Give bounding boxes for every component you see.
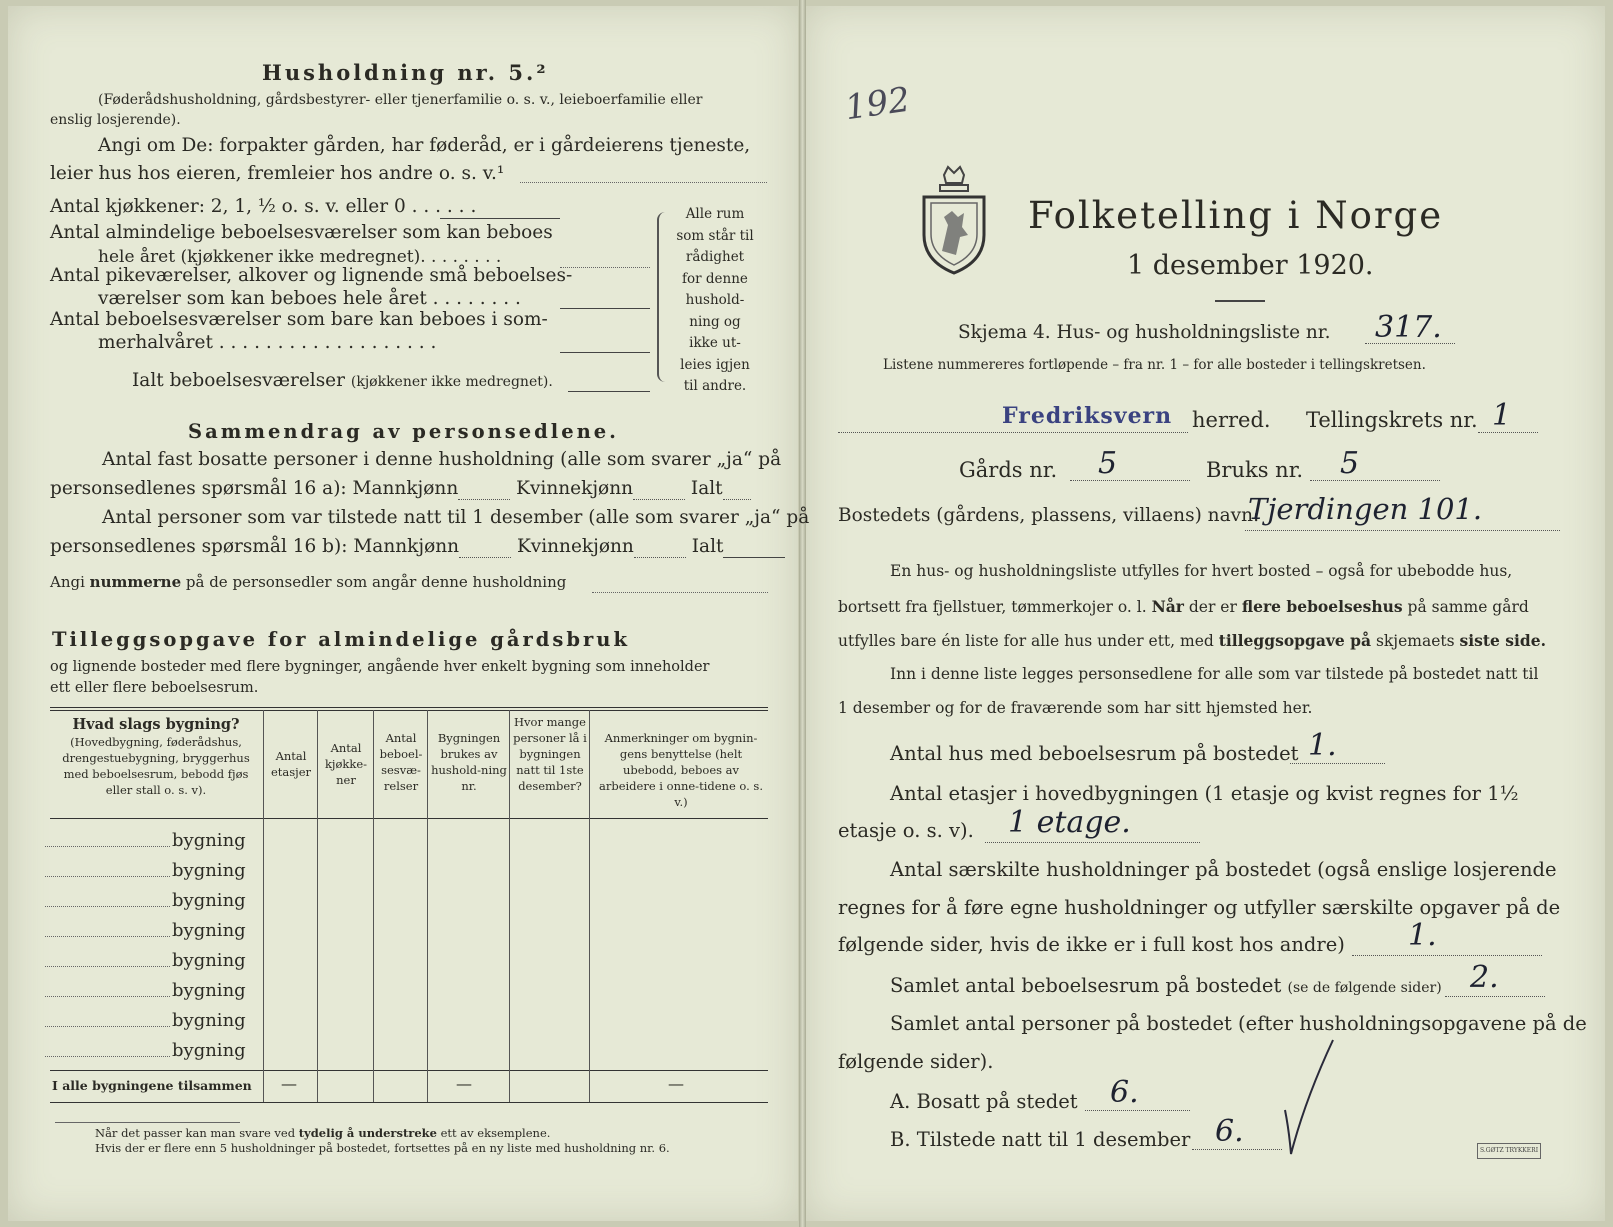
husholdn-line-3: følgende sider, hvis de ikke er i full kost hos andre) [838,933,1345,956]
bosatt-label: A. Bosatt på stedet [890,1090,1078,1113]
brace-note-line: til andre. [683,378,747,394]
bosatt-value: 6. [1110,1075,1139,1110]
table-top-rule [50,707,768,708]
s1-kvinne-label: Kvinnekjønn [516,478,634,499]
angi-nummer-field [592,592,768,593]
tellingskrets-line [1478,432,1538,433]
table-total-rule [50,1070,768,1071]
bosted-line [1245,530,1560,531]
bosted-name: Tjerdingen 101. [1248,492,1483,526]
row-name-field [45,846,170,847]
kjokkener-line [440,218,560,219]
bosted-label: Bostedets (gårdens, plassens, villaens) navn: [838,505,1260,526]
row-label: bygning [172,1040,246,1061]
hus-label: Antal hus med beboelsesrum på bostedet [890,742,1299,765]
printer-stamp: S.GØTZ TRYKKERI [1477,1143,1541,1159]
para1-l2b: Når [1151,597,1184,616]
brace-note-line: ikke ut- [689,335,741,351]
gards-line [1070,480,1190,481]
row-name-field [45,936,170,937]
samlet-rum-line [890,974,1442,997]
coat-of-arms-icon [918,165,990,277]
tillegg-sub-1: og lignende bosteder med flere bygninger, angående hver enkelt bygning som inneholder [50,659,710,675]
para1-line-2 [838,597,1529,616]
total-dash: — [456,1074,472,1093]
table-total-label: I alle bygningene tilsammen [52,1078,252,1093]
etasjer-line-1: Antal etasjer i hovedbygningen (1 etasje og kvist regnes for 1½ [890,782,1519,805]
table-top-rule-2 [50,710,768,711]
alm-line-2: hele året (kjøkkener ikke medregnet). . . . . . . . [98,247,502,267]
brace-note [675,204,755,398]
table-header-building [52,716,260,798]
table-header-kjokkener: Antal kjøkke-ner [324,741,368,787]
table-header-rule [50,818,768,819]
row-label: bygning [172,1010,246,1031]
brace-note-line: Alle rum [685,206,745,222]
household-note-2: enslig losjerende). [50,112,181,128]
samlet-pers-line-2: følgende sider). [838,1050,994,1073]
row-label: bygning [172,920,246,941]
row-label: bygning [172,890,246,911]
bosatt-field-line [1085,1110,1190,1111]
brace-note-line: ning og [689,313,741,330]
angi-nummer-line [50,573,566,591]
table-col-divider [589,710,590,1102]
para2-line-1: Inn i denne liste legges personsedlene for alle som var tilstede på bostedet natt til [890,665,1539,683]
listene-note: Listene nummereres fortløpende – fra nr. 1 – for alle bosteder i tellingskretsen. [883,357,1426,373]
tellingskrets-label: Tellingskrets nr. [1306,408,1478,432]
s2-line-1: Antal personer som var tilstede natt til 1 desember (alle som svarer „ja“ på [102,507,810,528]
brace [657,212,669,382]
checkmark-icon [1275,1030,1345,1160]
husholdn-line-2: regnes for å føre egne husholdninger og utfyller særskilte opgaver på de [838,896,1561,919]
samlet-rum-label: Samlet antal beboelsesrum på bostedet [890,974,1282,997]
skjema-nr-line [1365,343,1455,344]
table-col-divider [509,710,510,1102]
para1-l3d: siste side. [1459,631,1546,650]
husholdn-field-line [1352,955,1542,956]
s1-ialt-label: Ialt [690,478,723,499]
row-name-field [45,906,170,907]
para2-line-2: 1 desember og for de fraværende som har sitt hjemsted her. [838,699,1313,717]
s1-line-1: Antal fast bosatte personer i denne husholdning (alle som svarer „ja“ på [102,449,782,470]
table-header-husholdning: Bygningen brukes av hushold-ning nr. [431,731,507,793]
row-label: bygning [172,830,246,851]
samlet-rum-note: (se de følgende sider) [1287,980,1442,996]
s1-mann-label: personsedlenes spørsmål 16 a): Mannkjønn [50,478,459,499]
row-label: bygning [172,950,246,971]
para1-l3b: tilleggsopgave på [1218,631,1372,650]
brace-note-line: for denne [682,270,748,287]
para1-l3a: utfylles bare én liste for alle hus under ett, med [838,632,1219,650]
angi-line-1: Angi om De: forpakter gården, har føderåd, er i gårdeierens tjeneste, [98,135,751,156]
para1-l2a: bortsett fra fjellstuer, tømmerkojer o. l. [838,598,1152,616]
row-name-field [45,966,170,967]
row-name-field [45,1056,170,1057]
s1-mann-field [458,478,510,500]
samlet-pers-line-1: Samlet antal personer på bostedet (efter husholdningsopgavene på de [890,1012,1587,1035]
bruks-label: Bruks nr. [1206,458,1304,482]
para1-l2c: der er [1183,598,1242,616]
hus-value: 1. [1308,728,1337,763]
footnote-1-c: ett av eksemplene. [436,1126,551,1140]
page-fold [799,0,806,1227]
samlet-rum-value: 2. [1470,960,1499,995]
angi-nummer-a: Angi [50,573,90,591]
title-divider [1215,300,1265,302]
total-dash: — [668,1074,684,1093]
herred-label: herred. [1192,408,1271,432]
row-name-field [45,876,170,877]
bruks-nr: 5 [1340,446,1360,481]
ialt-line [568,391,650,392]
row-name-field [45,1026,170,1027]
s2-ialt-label: Ialt [691,536,724,557]
tilstede-value: 6. [1215,1114,1244,1149]
s2-kvinne-field [634,536,686,558]
para1-l3c: skjemaets [1371,632,1460,650]
household-note: (Føderådshusholdning, gårdsbestyrer- eller tjenerfamilie o. s. v., leieboerfamilie eller [98,92,703,108]
para1-l2d: flere beboelseshus [1241,597,1403,616]
skjema-line: Skjema 4. Hus- og husholdningsliste nr. [958,322,1331,343]
table-header-anmerkninger: Anmerkninger om bygnin-gens benyttelse (helt ubebodd, beboes av arbeidere i onne-tidene o. s. v.) [598,731,763,809]
table-bottom-rule [50,1102,768,1103]
s2-ialt-field [723,536,785,558]
herred-name: Fredriksvern [1002,403,1173,429]
husholdn-value: 1. [1408,918,1437,953]
header-building-title: Hvad slags bygning? [72,716,240,733]
tilstede-label: B. Tilstede natt til 1 desember [890,1128,1191,1151]
household-title: Husholdning nr. 5.² [262,60,549,85]
para1-line-1: En hus- og husholdningsliste utfylles for hvert bosted – også for ubebodde hus, [890,562,1513,580]
ialt-label [132,370,553,391]
tillegg-sub-2: ett eller flere beboelsesrum. [50,680,259,696]
total-dash: — [281,1074,297,1093]
sommer-line [560,352,650,353]
s2-kvinne-label: Kvinnekjønn [516,536,634,557]
table-col-divider [317,710,318,1102]
brace-note-line: hushold- [685,292,745,308]
census-title: Folketelling i Norge [1028,194,1444,237]
ialt-note: (kjøkkener ikke medregnet). [350,374,553,390]
alm-line-1: Antal almindelige beboelsesværelser som kan beboes [50,222,553,243]
etasjer-line-2: etasje o. s. v). [838,819,974,842]
table-header-personer: Hvor mange personer lå i bygningen natt til 1ste desember? [513,715,587,793]
pike-line-2: værelser som kan beboes hele året . . . . . . . . [98,288,521,309]
sommer-line-2: merhalvåret . . . . . . . . . . . . . . . . . . . [98,332,437,353]
row-name-field [45,996,170,997]
s1-line-2 [50,478,751,500]
table-header-etasjer: Antal etasjer [270,749,312,779]
ialt-main: Ialt beboelsesværelser [132,370,345,391]
tilstede-field-line [1192,1149,1282,1150]
husholdn-line-1: Antal særskilte husholdninger på bostedet (også enslige losjerende [890,858,1557,881]
herred-line [838,432,1188,433]
row-label: bygning [172,860,246,881]
table-col-divider [373,710,374,1102]
alm-line [560,267,650,268]
table-col-divider [427,710,428,1102]
etasjer-field-line [985,842,1200,843]
footnote-1-a: Når det passer kan man svare ved [95,1126,299,1140]
footnote-2: Hvis der er flere enn 5 husholdninger på bostedet, fortsettes på en ny liste med husholdning nr. 6. [95,1141,670,1155]
para1-l2e: på samme gård [1402,598,1529,616]
gards-nr: 5 [1098,446,1118,481]
census-date: 1 desember 1920. [1127,250,1374,281]
table-col-divider [263,710,264,1102]
samlet-rum-field-line [1445,996,1545,997]
angi-line-2: leier hus hos eieren, fremleier hos andre o. s. v.¹ [50,163,505,184]
hus-line [1290,763,1385,764]
para1-line-3 [838,631,1546,650]
footnote-1 [95,1126,550,1140]
s2-mann-field [459,536,511,558]
sammendrag-title: Sammendrag av personsedlene. [188,420,619,443]
bruks-line [1310,480,1440,481]
brace-note-line: rådighet [685,249,745,265]
left-page [8,6,798,1221]
s2-line-2 [50,536,785,558]
s2-mann-label: personsedlenes spørsmål 16 b): Mannkjønn [50,536,460,557]
tillegg-title: Tilleggsopgave for almindelige gårdsbruk [52,628,630,651]
s1-kvinne-field [633,478,685,500]
angi-nummer-c: på de personsedler som angår denne husholdning [181,573,567,591]
brace-note-line: leies igjen [680,356,750,373]
kjokkener-label: Antal kjøkkener: 2, 1, ½ o. s. v. eller 0 . . . . . . [50,196,477,217]
pike-line [560,308,650,309]
angi-nummer-b: nummerne [89,573,182,591]
footnote-rule [55,1122,240,1123]
footnote-1-b: tydelig å understreke [298,1126,437,1140]
sommer-line-1: Antal beboelsesværelser som bare kan beboes i som- [50,309,548,330]
gards-label: Gårds nr. [959,458,1058,482]
angi-answer-line [520,182,767,183]
s1-ialt-field [723,478,751,500]
pike-line-1: Antal pikeværelser, alkover og lignende små beboelses- [50,265,573,286]
tellingskrets-nr: 1 [1492,398,1512,433]
brace-note-line: som står til [676,227,754,244]
header-building-note: (Hovedbygning, føderådshus, drengestuebygning, bryggerhus med beboelsesrum, bebodd fjøs eller stall o. s. v). [62,735,250,797]
etasjer-value: 1 etage. [1008,805,1131,840]
skjema-nr: 317. [1375,310,1442,345]
table-header-beboelsesvaerelser: Antal beboel-sesvæ-relser [379,731,423,793]
row-label: bygning [172,980,246,1001]
margin-number: 192 [842,79,913,129]
